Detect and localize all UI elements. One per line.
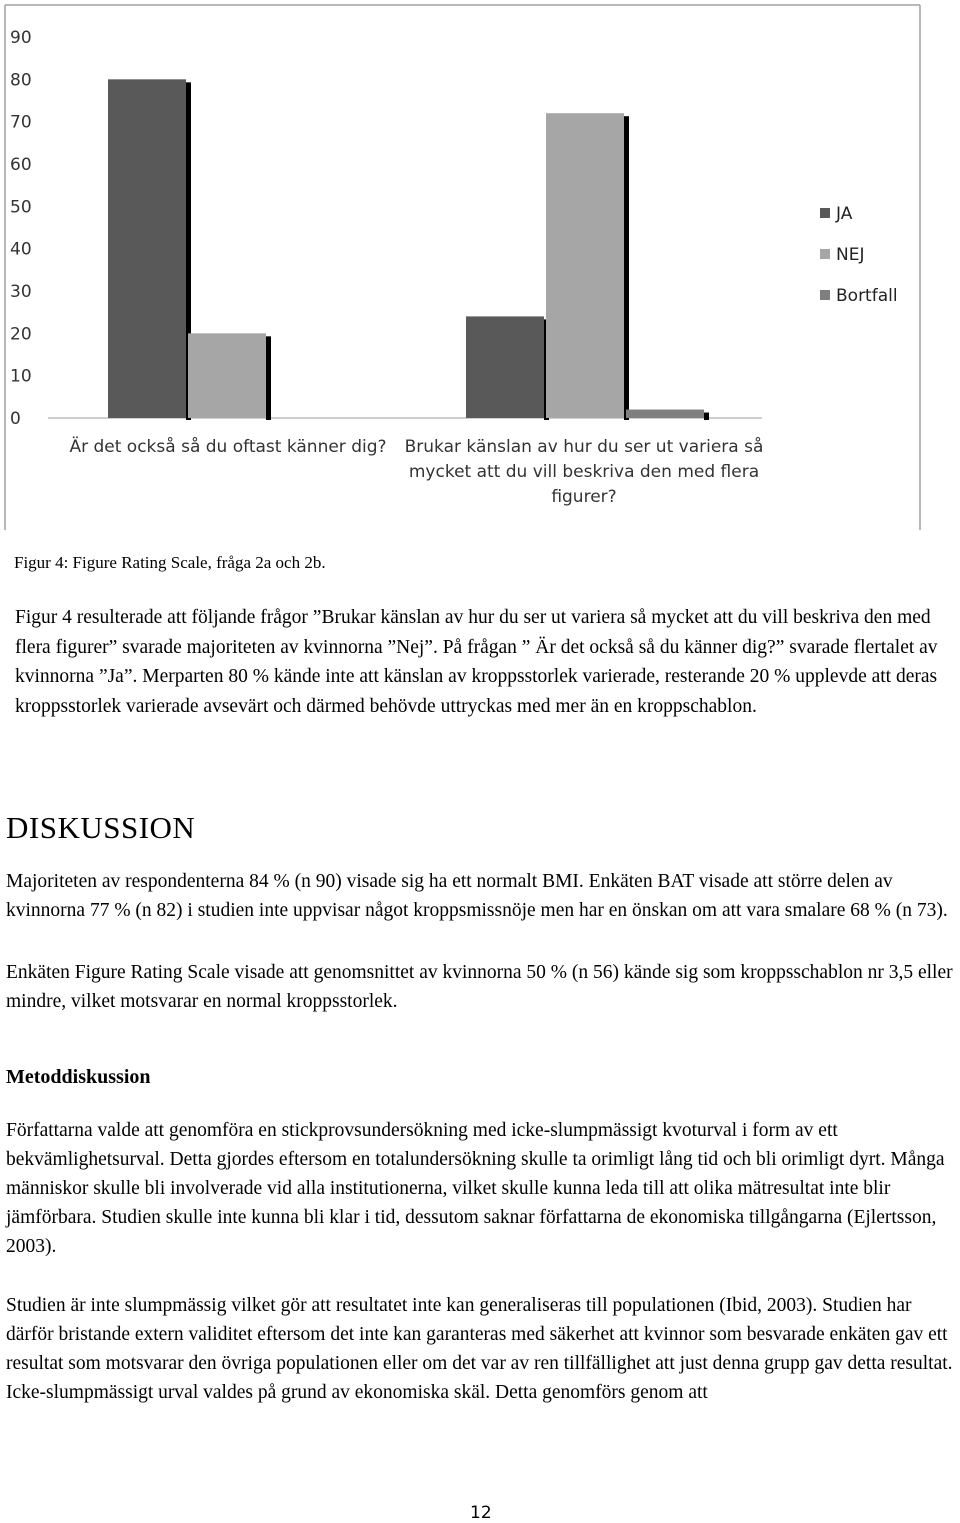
x-category-label: figurer?	[551, 487, 617, 507]
bar-bortfall-2	[626, 410, 704, 418]
figure-caption: Figur 4: Figure Rating Scale, fråga 2a och 2b.	[14, 553, 326, 572]
legend-swatch-nej	[820, 249, 830, 259]
legend-label-nej: NEJ	[836, 245, 865, 265]
method-discussion-paragraph-1: Författarna valde att genomföra en stickprovsundersökning med icke-slumpmässigt kvoturval i form av ett bekvämlighetsurval. Detta gjordes eftersom en totalundersökning skulle ta orimligt lång tid och bli orimligt dyrt. Många människor skulle bli involverade vid alla institutionerna, vilket skulle kunna leda till att olika mätresultat inte blir jämförbara. Studien skulle inte kunna bli klar i tid, dessutom saknar författarna de ekonomiska tillgångarna (Ejlertsson, 2003).	[6, 1120, 945, 1257]
y-tick-label: 10	[10, 366, 32, 387]
page-number: 12	[470, 1503, 492, 1523]
y-tick-label: 0	[10, 409, 21, 429]
x-category-label: Är det också så du oftast känner dig?	[69, 437, 387, 457]
x-category-label: Brukar känslan av hur du ser ut variera så	[404, 437, 764, 457]
y-tick-label: 90	[10, 28, 32, 48]
bar-chart-svg	[0, 0, 960, 540]
discussion-heading: DISKUSSION	[6, 810, 196, 845]
y-tick-label: 50	[10, 197, 32, 218]
legend-label-bortfall: Bortfall	[836, 286, 898, 306]
bar-nej-1	[188, 333, 266, 418]
y-tick-label: 80	[10, 70, 32, 91]
bar-shadow	[704, 413, 709, 420]
bar-ja-2	[466, 316, 544, 418]
legend-swatch-ja	[820, 208, 830, 218]
results-paragraph: Figur 4 resulterade att följande frågor ”Brukar känslan av hur du ser ut variera så mycket att du vill beskriva den med flera figurer” svarade majoriteten av kvinnorna ”Nej”. På frågan ” Är det också så du känner dig?” svarade flertalet av kvinnorna ”Ja”. Merparten 80 % kände inte att känslan av kroppsstorlek varierade, resterande 20 % upplevde att deras kroppsstorlek varierade avsevärt och därmed behövde uttryckas med mer än en kroppschablon.	[15, 607, 938, 717]
bar-shadow	[624, 116, 629, 420]
y-tick-label: 40	[10, 239, 32, 260]
y-tick-label: 60	[10, 155, 32, 175]
legend-label-ja: JA	[836, 204, 853, 224]
y-tick-label: 70	[10, 112, 32, 133]
discussion-paragraph-2: Enkäten Figure Rating Scale visade att genomsnittet av kvinnorna 50 % (n 56) kände sig som kroppsschablon nr 3,5 eller mindre, vilket motsvarar en normal kroppsstorlek.	[6, 962, 953, 1012]
legend-swatch-bortfall	[820, 290, 830, 300]
method-discussion-paragraph-2: Studien är inte slumpmässig vilket gör att resultatet inte kan generaliseras till populationen (Ibid, 2003). Studien har därför bristande extern validitet eftersom det inte kan garanteras med säkerhet att kvinnor som besvarade enkäten gav ett resultat som motsvarar den övriga populationen eller om det var av ren tillfällighet att just denna grupp gav detta resultat. Icke-slumpmässigt urval valdes på grund av ekonomiska skäl. Detta genomförs genom att	[6, 1295, 953, 1403]
method-discussion-heading: Metoddiskussion	[6, 1066, 151, 1088]
y-tick-label: 30	[10, 282, 32, 302]
x-category-label: mycket att du vill beskriva den med flera	[408, 462, 760, 482]
bar-ja-1	[108, 79, 186, 418]
discussion-paragraph-1: Majoriteten av respondenterna 84 % (n 90) visade sig ha ett normalt BMI. Enkäten BAT visade att större delen av kvinnorna 77 % (n 82) i studien inte uppvisar något kroppsmissnöje men har en önskan om att vara smalare 68 % (n 73).	[6, 871, 948, 921]
bar-shadow	[266, 336, 271, 420]
bar-nej-2	[546, 113, 624, 418]
bar-chart	[0, 0, 960, 540]
y-tick-label: 20	[10, 324, 32, 345]
